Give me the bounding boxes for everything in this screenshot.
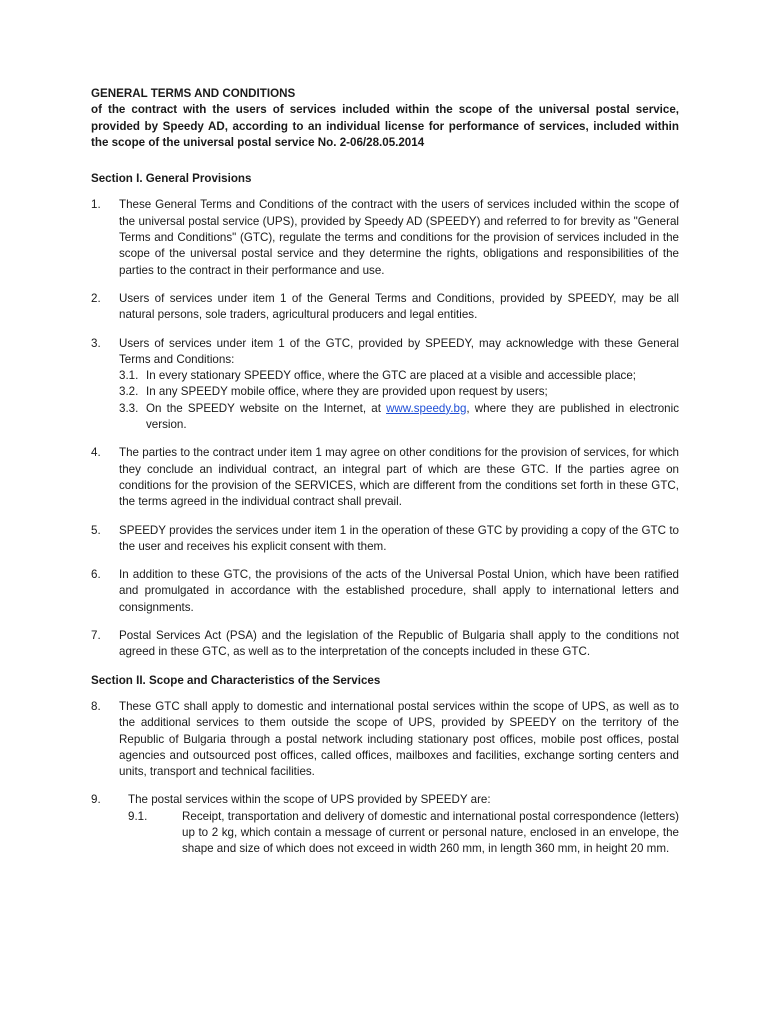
- speedy-website-link[interactable]: www.speedy.bg: [386, 401, 467, 415]
- list-item-1: [91, 197, 679, 278]
- section-2-heading: Section II. Scope and Characteristics of the Services: [91, 673, 381, 687]
- sub-item-9-1: [128, 809, 679, 858]
- list-item-6: [91, 567, 679, 616]
- item-number: 9.: [91, 793, 101, 807]
- item-text: These GTC shall apply to domestic and international postal services within the scope of UPS, as well as to the additional services to them outside the scope of UPS, provided by SPEEDY on the territory of the Republic of Bulgaria through a postal network including stationary post offices, mobile post offices, postal agencies and outsourced post offices, called offices, mailboxes and facilities, exchange sorting centers and units, transport and technical facilities.: [119, 699, 679, 779]
- item-text: The postal services within the scope of UPS provided by SPEEDY are:: [128, 793, 491, 807]
- item-text: These General Terms and Conditions of the contract with the users of services included within the scope of the universal postal service (UPS), provided by Speedy AD (SPEEDY) and referred to for brevity as "General Terms and Conditions" (GTC), regulate the terms and conditions for the provision of services included in the scope of the universal postal service and they determine the rights, obligations and responsibilities of the parties to the contract in their performance and use.: [119, 198, 679, 277]
- list-item-9: [91, 792, 679, 857]
- list-item-3: [91, 336, 679, 434]
- sub-item-text: Receipt, transportation and delivery of domestic and international postal correspondence (letters) up to 2 kg, which contain a message of current or personal nature, enclosed in an envelope, the shape and size of which does not exceed in width 260 mm, in length 360 mm, in height 20 mm.: [182, 809, 679, 856]
- item-number: 7.: [91, 629, 101, 643]
- document-title: [91, 86, 679, 151]
- sub-item-3-2: [119, 384, 679, 400]
- sub-item-text-after: , where they are published in electronic version.: [146, 401, 679, 432]
- list-item-2: [91, 291, 679, 324]
- list-item-4: [91, 445, 679, 510]
- item-text: In addition to these GTC, the provisions of the acts of the Universal Postal Union, which have been ratified and promulgated in accordance with the established procedure, shall apply to international letters and consignments.: [119, 568, 679, 614]
- list-item-5: [91, 523, 679, 556]
- sub-item-number: 9.1.: [128, 809, 148, 823]
- item-number: 2.: [91, 291, 101, 305]
- sub-item-text: In any SPEEDY mobile office, where they are provided upon request by users;: [146, 385, 548, 399]
- item-number: 1.: [91, 198, 101, 212]
- item-number: 8.: [91, 699, 101, 713]
- item-text: The parties to the contract under item 1 may agree on other conditions for the provision of services, for which they conclude an individual contract, an integral part of which are these GTC. If the parties agree on conditions for the provision of the SERVICES, which are different from the conditions set forth in these GTC, the terms agreed in the individual contract shall prevail.: [119, 446, 679, 509]
- item-number: 3.: [91, 336, 101, 350]
- title-heading: GENERAL TERMS AND CONDITIONS: [91, 87, 296, 100]
- sub-item-text-before: On the SPEEDY website on the Internet, at: [146, 401, 387, 415]
- item-number: 6.: [91, 568, 101, 582]
- sub-item-number: 3.1.: [119, 369, 139, 383]
- sub-item-number: 3.3.: [119, 401, 139, 415]
- sub-item-number: 3.2.: [119, 385, 139, 399]
- sub-item-3-3: [119, 401, 679, 434]
- item-text: Users of services under item 1 of the General Terms and Conditions, provided by SPEEDY, may be all natural persons, sole traders, agricultural producers and legal entities.: [119, 291, 679, 322]
- sub-item-3-1: [119, 368, 679, 384]
- section-1-heading: Section I. General Provisions: [91, 172, 252, 186]
- title-subtitle: of the contract with the users of services included within the scope of the universal postal service, provided by Speedy AD, according to an individual license for performance of services, included within the scope of the universal postal service No. 2-06/28.05.2014: [91, 103, 679, 149]
- document-page: [91, 86, 679, 870]
- item-number: 4.: [91, 446, 101, 460]
- item-text: Postal Services Act (PSA) and the legislation of the Republic of Bulgaria shall apply to the conditions not agreed in these GTC, as well as to the interpretation of the concepts included in these GTC.: [119, 629, 679, 659]
- sub-item-text: In every stationary SPEEDY office, where the GTC are placed at a visible and accessible place;: [146, 369, 636, 383]
- list-item-7: [91, 628, 679, 661]
- list-item-8: [91, 699, 679, 780]
- item-text: Users of services under item 1 of the GTC, provided by SPEEDY, may acknowledge with these General Terms and Conditions:: [119, 336, 679, 366]
- item-text: SPEEDY provides the services under item 1 in the operation of these GTC by providing a copy of the GTC to the user and receives his explicit consent with them.: [119, 523, 679, 553]
- item-number: 5.: [91, 523, 101, 537]
